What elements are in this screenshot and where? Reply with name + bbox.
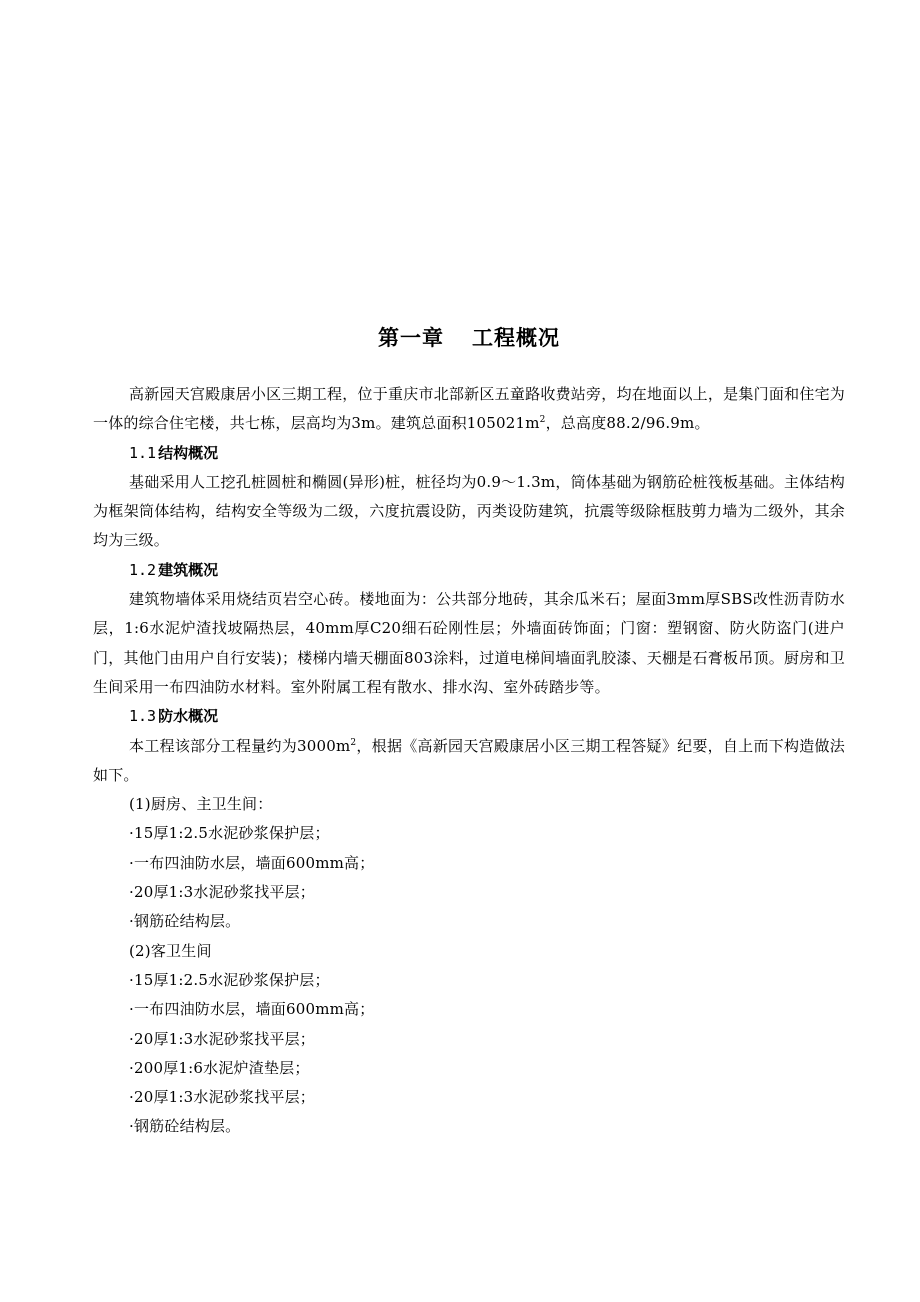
section-title: 防水概况 xyxy=(158,707,219,726)
document-page xyxy=(93,318,845,1142)
section-heading-architecture xyxy=(93,556,845,585)
group-label-kitchen-bath: (1)厨房、主卫生间： xyxy=(129,795,273,814)
area-superscript: 2 xyxy=(539,415,546,426)
intro-paragraph xyxy=(93,380,845,439)
list-item: ·一布四油防水层，墙面600mm高； xyxy=(129,1000,375,1019)
list-item: ·钢筋砼结构层。 xyxy=(129,912,241,931)
group-label-guest-bath: (2)客卫生间 xyxy=(129,941,212,960)
intro-text-tail: ，总高度88.2/96.9m。 xyxy=(545,414,710,433)
list-item: ·200厚1:6水泥炉渣垫层； xyxy=(129,1058,310,1077)
section-number: 1.3 xyxy=(129,707,157,726)
section-number: 1.2 xyxy=(129,560,157,579)
section-number: 1.1 xyxy=(129,443,157,462)
waterproofing-paragraph xyxy=(93,732,845,791)
list-item: ·15厚1:2.5水泥砂浆保护层； xyxy=(129,970,330,989)
list-item: ·20厚1:3水泥砂浆找平层； xyxy=(129,1029,315,1048)
list-item: ·20厚1:3水泥砂浆找平层； xyxy=(129,883,315,902)
list-item: ·15厚1:2.5水泥砂浆保护层； xyxy=(129,824,330,843)
section-heading-waterproofing xyxy=(93,702,845,731)
area-superscript: 2 xyxy=(350,737,357,748)
intro-text: 高新园天宫殿康居小区三期工程，位于重庆市北部新区五童路收费站旁，均在地面以上，是集门面和住宅为一体的综合住宅楼，共七栋，层高均为3m。建筑总面积105021m xyxy=(93,385,845,433)
chapter-number: 第一章 xyxy=(378,326,444,350)
section-title: 建筑概况 xyxy=(158,560,219,579)
section-heading-structure xyxy=(93,439,845,468)
structure-paragraph: 基础采用人工挖孔桩圆桩和椭圆(异形)桩，桩径均为0.9～1.3m，筒体基础为钢筋砼桩筏板基础。主体结构为框架筒体结构，结构安全等级为二级，六度抗震设防，丙类设防建筑，抗震等级除框肢剪力墙为二级外，其余均为三级。 xyxy=(93,472,845,550)
list-item: ·钢筋砼结构层。 xyxy=(129,1117,241,1136)
waterproofing-text-tail: ，根据《高新园天宫殿康居小区三期工程答疑》纪要，自上而下构造做法如下。 xyxy=(93,736,845,784)
list-item: ·一布四油防水层，墙面600mm高； xyxy=(129,853,375,872)
chapter-title xyxy=(93,318,845,358)
architecture-paragraph: 建筑物墙体采用烧结页岩空心砖。楼地面为：公共部分地砖，其余瓜米石；屋面3mm厚SBS改性沥青防水层，1:6水泥炉渣找坡隔热层，40mm厚C20细石砼刚性层；外墙面砖饰面；门窗：塑钢窗、防火防盗门(进户门，其他门由用户自行安装)；楼梯内墙天棚面803涂料，过道电梯间墙面乳胶漆、天棚是石膏板吊顶。厨房和卫生间采用一布四油防水材料。室外附属工程有散水、排水沟、室外砖踏步等。 xyxy=(93,590,845,696)
list-item: ·20厚1:3水泥砂浆找平层； xyxy=(129,1088,315,1107)
section-title: 结构概况 xyxy=(158,443,219,462)
chapter-name: 工程概况 xyxy=(472,326,560,350)
waterproofing-text: 本工程该部分工程量约为3000m xyxy=(129,736,351,755)
